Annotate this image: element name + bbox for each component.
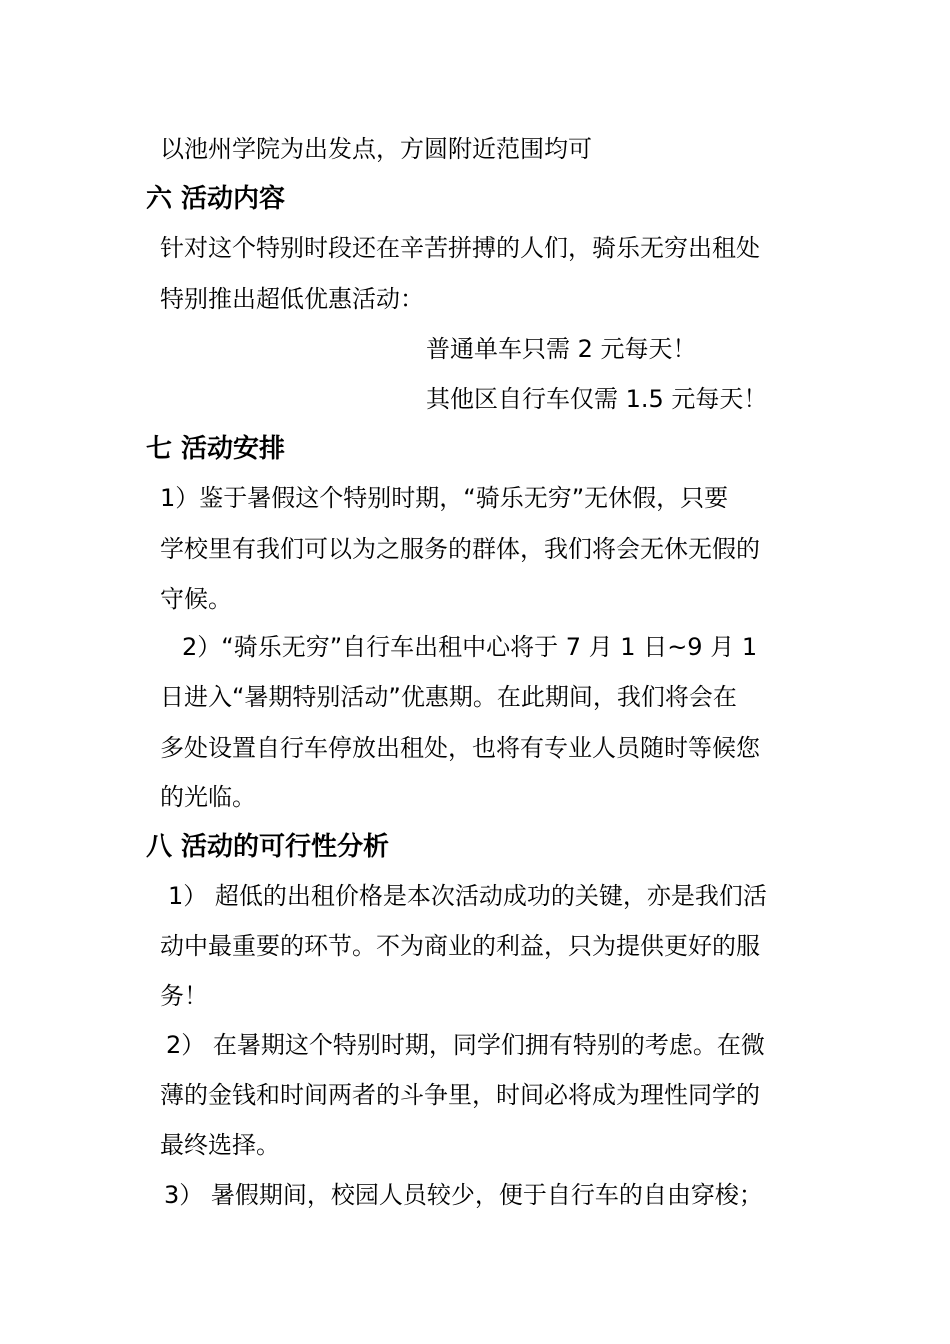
offer-standard-bike: 普通单车只需 2 元每天！ (426, 335, 697, 363)
section8-item1-line-1: 1） 超低的出租价格是本次活动成功的关键，亦是我们活 (168, 882, 767, 910)
intro-line: 以池州学院为出发点，方圆附近范围均可 (160, 135, 592, 163)
section8-item2-line-2: 薄的金钱和时间两者的斗争里，时间必将成为理性同学的 (160, 1081, 760, 1109)
section8-item2-line-1: 2） 在暑期这个特别时期，同学们拥有特别的考虑。在微 (166, 1031, 765, 1059)
section6-para-line-1: 针对这个特别时段还在辛苦拼搏的人们，骑乐无穷出租处 (160, 234, 760, 262)
section7-item2-line-2: 日进入“暑期特别活动”优惠期。在此期间，我们将会在 (160, 683, 737, 711)
section8-item3-line-1: 3） 暑假期间，校园人员较少，便于自行车的自由穿梭； (164, 1181, 763, 1209)
section8-item2-line-3: 最终选择。 (160, 1131, 280, 1159)
section7-item1-line-3: 守候。 (160, 585, 232, 613)
section8-item1-line-2: 动中最重要的环节。不为商业的利益，只为提供更好的服 (160, 932, 760, 960)
section7-item2-line-4: 的光临。 (160, 783, 256, 811)
section6-heading: 六 活动内容 (146, 184, 286, 214)
section7-item1-line-2: 学校里有我们可以为之服务的群体，我们将会无休无假的 (160, 535, 760, 563)
section7-item2-line-3: 多处设置自行车停放出租处，也将有专业人员随时等候您 (160, 734, 760, 762)
section8-item1-line-3: 务！ (160, 982, 208, 1010)
offer-other-bike: 其他区自行车仅需 1.5 元每天！ (426, 385, 768, 413)
section7-item2-line-1: 2）“骑乐无穷”自行车出租中心将于 7 月 1 日~9 月 1 (182, 633, 758, 661)
section7-item1-line-1: 1）鉴于暑假这个特别时期，“骑乐无穷”无休假，只要 (160, 484, 729, 512)
section7-heading: 七 活动安排 (146, 434, 286, 464)
section8-heading: 八 活动的可行性分析 (146, 832, 390, 862)
section6-para-line-2: 特别推出超低优惠活动： (160, 285, 424, 313)
